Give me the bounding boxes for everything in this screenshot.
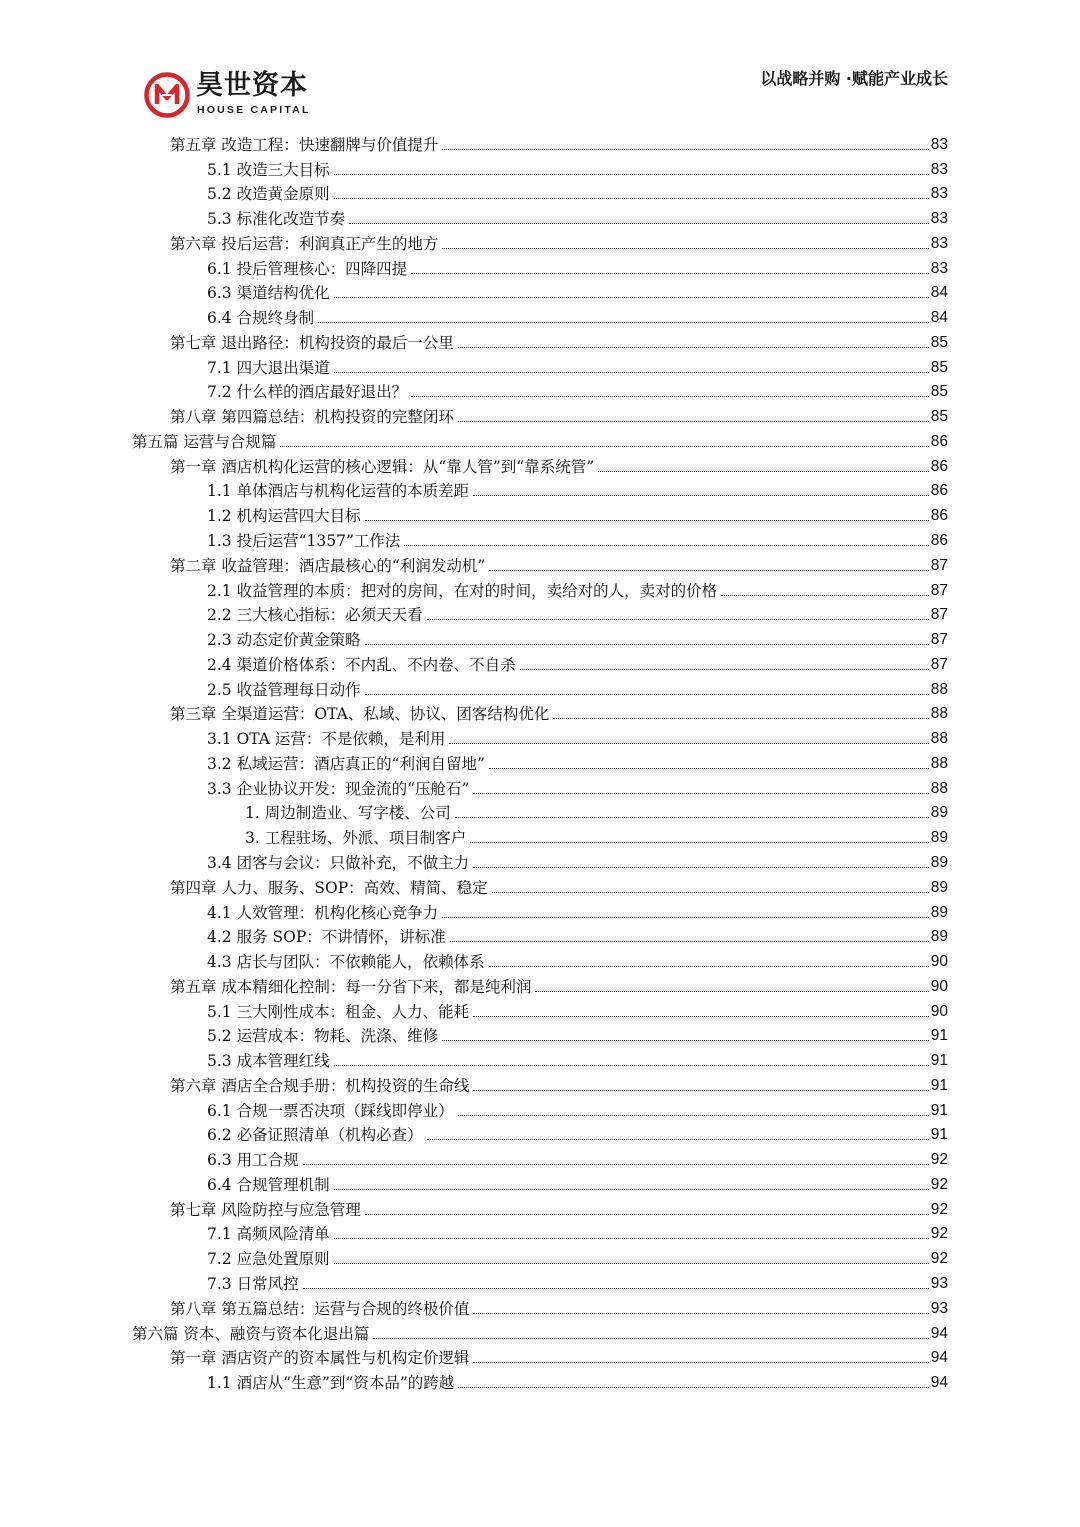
toc-entry-page-number: 86 (930, 532, 948, 550)
toc-dot-leader (473, 793, 928, 794)
toc-entry[interactable] (0, 527, 948, 552)
toc-dot-leader (489, 570, 928, 571)
toc-entry-page-number: 90 (930, 953, 948, 971)
toc-entry-page-number: 89 (930, 804, 948, 822)
toc-entry-page-number: 88 (930, 754, 948, 772)
toc-dot-leader (442, 149, 928, 150)
toc-dot-leader (334, 198, 929, 199)
toc-entry-page-number: 83 (930, 160, 948, 178)
toc-entry-page-number: 91 (930, 1076, 948, 1094)
toc-entry-title: 2.3 动态定价黄金策略 (207, 631, 361, 650)
toc-entry-page-number: 83 (930, 185, 948, 203)
toc-entry[interactable] (0, 354, 948, 379)
toc-entry-title: 7.2 什么样的酒店最好退出？ (207, 383, 408, 402)
toc-entry-page-number: 91 (930, 1101, 948, 1119)
toc-entry-page-number: 88 (930, 680, 948, 698)
toc-entry[interactable] (0, 205, 948, 230)
toc-entry-title: 1.2 机构运营四大目标 (207, 507, 361, 526)
toc-entry[interactable] (0, 800, 948, 825)
toc-dot-leader (721, 595, 929, 596)
toc-entry-page-number: 92 (930, 1175, 948, 1193)
toc-entry-title: 2.2 三大核心指标：必须天天看 (207, 606, 423, 625)
toc-entry[interactable] (0, 428, 948, 453)
toc-entry-title: 6.4 合规终身制 (207, 309, 315, 328)
toc-entry-title: 第六章 投后运营：利润真正产生的地方 (170, 234, 439, 253)
toc-entry[interactable] (0, 577, 948, 602)
toc-entry-title: 5.2 运营成本：物耗、洗涤、维修 (207, 1027, 439, 1046)
toc-entry-page-number: 86 (930, 432, 948, 450)
toc-dot-leader (373, 1338, 928, 1339)
toc-entry-title: 第七章 风险防控与应急管理 (170, 1200, 361, 1219)
toc-entry[interactable] (0, 502, 948, 527)
toc-entry-page-number: 89 (930, 878, 948, 896)
toc-entry-title: 4.1 人效管理：机构化核心竞争力 (207, 903, 439, 922)
toc-entry-title: 6.2 必备证照清单（机构必查） (207, 1126, 423, 1145)
house-capital-logo (144, 70, 344, 122)
toc-dot-leader (553, 718, 928, 719)
toc-entry[interactable] (0, 973, 948, 998)
toc-entry[interactable] (0, 824, 948, 849)
toc-dot-leader (458, 1115, 929, 1116)
toc-dot-leader (520, 669, 929, 670)
toc-entry-page-number: 87 (930, 581, 948, 599)
toc-dot-leader (411, 273, 929, 274)
logo-chinese-name: 昊世资本 (196, 70, 308, 101)
toc-dot-leader (365, 694, 929, 695)
toc-entry-title: 3. 工程驻场、外派、项目制客户 (245, 829, 467, 848)
toc-entry-page-number: 88 (930, 705, 948, 723)
toc-entry-page-number: 84 (930, 309, 948, 327)
toc-entry[interactable] (0, 181, 948, 206)
toc-entry-title: 7.1 四大退出渠道 (207, 358, 330, 377)
toc-entry[interactable] (0, 701, 948, 726)
toc-entry[interactable] (0, 775, 948, 800)
toc-entry-page-number: 85 (930, 408, 948, 426)
toc-dot-leader (442, 917, 929, 918)
toc-entry[interactable] (0, 131, 948, 156)
toc-dot-leader (280, 446, 928, 447)
table-of-contents (0, 131, 1080, 1394)
toc-dot-leader (334, 1263, 929, 1264)
toc-dot-leader (449, 743, 928, 744)
toc-entry-page-number: 87 (930, 556, 948, 574)
toc-entry-title: 第八章 第五篇总结：运营与合规的终极价值 (170, 1299, 470, 1318)
toc-entry[interactable] (0, 1270, 948, 1295)
toc-entry-title: 第七章 退出路径：机构投资的最后一公里 (170, 333, 454, 352)
toc-entry-page-number: 91 (930, 1027, 948, 1045)
toc-dot-leader (427, 619, 929, 620)
toc-entry-title: 第一章 酒店机构化运营的核心逻辑：从“靠人管”到“靠系统管” (170, 457, 595, 476)
toc-entry[interactable] (0, 1146, 948, 1171)
toc-entry-title: 4.2 服务 SOP：不讲情怀，讲标准 (207, 928, 446, 947)
toc-entry[interactable] (0, 998, 948, 1023)
toc-dot-leader (492, 892, 929, 893)
toc-entry[interactable] (0, 725, 948, 750)
toc-entry-title: 1. 周边制造业、写字楼、公司 (245, 804, 451, 823)
toc-entry[interactable] (0, 1245, 948, 1270)
toc-entry-title: 5.3 标准化改造节奏 (207, 210, 346, 229)
toc-entry[interactable] (0, 552, 948, 577)
toc-entry-title: 6.3 渠道结构优化 (207, 284, 330, 303)
toc-dot-leader (598, 471, 929, 472)
toc-dot-leader (334, 1189, 929, 1190)
toc-entry-page-number: 87 (930, 655, 948, 673)
toc-entry[interactable] (0, 478, 948, 503)
logo-english-name: HOUSE CAPITAL (197, 104, 311, 116)
toc-dot-leader (470, 842, 929, 843)
page-header (0, 0, 1080, 130)
toc-entry[interactable] (0, 1023, 948, 1048)
toc-dot-leader (334, 1238, 929, 1239)
toc-dot-leader (473, 867, 929, 868)
logo-emblem-icon (144, 72, 190, 118)
toc-entry[interactable] (0, 874, 948, 899)
toc-entry[interactable] (0, 156, 948, 181)
toc-dot-leader (489, 966, 929, 967)
toc-entry-title: 6.3 用工合规 (207, 1151, 299, 1170)
toc-entry[interactable] (0, 453, 948, 478)
toc-entry-page-number: 85 (930, 333, 948, 351)
toc-dot-leader (411, 396, 929, 397)
toc-entry-title: 5.1 三大刚性成本：租金、人力、能耗 (207, 1002, 470, 1021)
toc-entry[interactable] (0, 329, 948, 354)
toc-entry[interactable] (0, 750, 948, 775)
toc-entry-title: 第五篇 运营与合规篇 (132, 432, 277, 451)
toc-entry-page-number: 90 (930, 1002, 948, 1020)
toc-entry-page-number: 89 (930, 928, 948, 946)
toc-entry-page-number: 94 (930, 1349, 948, 1367)
toc-entry[interactable] (0, 1047, 948, 1072)
toc-entry-title: 2.1 收益管理的本质：把对的房间，在对的时间，卖给对的人，卖对的价格 (207, 581, 718, 600)
toc-entry-page-number: 85 (930, 383, 948, 401)
toc-entry-title: 第六章 酒店全合规手册：机构投资的生命线 (170, 1076, 470, 1095)
toc-dot-leader (458, 347, 929, 348)
toc-dot-leader (365, 644, 929, 645)
toc-entry-page-number: 89 (930, 853, 948, 871)
toc-entry-title: 5.1 改造三大目标 (207, 160, 330, 179)
toc-entry-title: 第六篇 资本、融资与资本化退出篇 (132, 1324, 370, 1343)
toc-entry[interactable] (0, 1122, 948, 1147)
toc-entry-page-number: 87 (930, 606, 948, 624)
toc-entry-page-number: 92 (930, 1250, 948, 1268)
toc-entry-title: 第五章 成本精细化控制：每一分省下来，都是纯利润 (170, 977, 532, 996)
toc-entry-page-number: 93 (930, 1299, 948, 1317)
toc-entry-page-number: 88 (930, 779, 948, 797)
toc-dot-leader (349, 223, 929, 224)
toc-dot-leader (365, 520, 929, 521)
toc-dot-leader (473, 1016, 929, 1017)
toc-entry-page-number: 92 (930, 1225, 948, 1243)
toc-entry-page-number: 90 (930, 977, 948, 995)
toc-entry[interactable] (0, 379, 948, 404)
toc-entry-page-number: 83 (930, 234, 948, 252)
toc-entry[interactable] (0, 849, 948, 874)
toc-entry-title: 1.1 酒店从“生意”到“资本品”的跨越 (207, 1374, 455, 1393)
toc-entry-title: 7.1 高频风险清单 (207, 1225, 330, 1244)
toc-entry-page-number: 87 (930, 631, 948, 649)
toc-dot-leader (365, 1214, 929, 1215)
toc-dot-leader (535, 991, 928, 992)
toc-dot-leader (442, 1040, 929, 1041)
toc-entry-page-number: 89 (930, 829, 948, 847)
toc-entry-page-number: 92 (930, 1200, 948, 1218)
toc-entry[interactable] (0, 651, 948, 676)
toc-entry[interactable] (0, 1221, 948, 1246)
toc-entry[interactable] (0, 1072, 948, 1097)
toc-dot-leader (404, 545, 928, 546)
toc-dot-leader (458, 1387, 928, 1388)
toc-entry-title: 7.3 日常风控 (207, 1274, 299, 1293)
toc-entry-title: 2.5 收益管理每日动作 (207, 680, 361, 699)
toc-dot-leader (303, 1288, 929, 1289)
toc-entry-title: 5.2 改造黄金原则 (207, 185, 330, 204)
toc-entry-title: 6.4 合规管理机制 (207, 1175, 330, 1194)
toc-entry[interactable] (0, 1320, 948, 1345)
toc-entry-title: 6.1 投后管理核心：四降四提 (207, 259, 408, 278)
toc-entry-page-number: 93 (930, 1274, 948, 1292)
toc-entry-page-number: 83 (930, 135, 948, 153)
toc-entry[interactable] (0, 255, 948, 280)
toc-dot-leader (427, 1139, 929, 1140)
toc-entry-page-number: 86 (930, 482, 948, 500)
toc-entry[interactable] (0, 1171, 948, 1196)
toc-entry-title: 第一章 酒店资产的资本属性与机构定价逻辑 (170, 1349, 470, 1368)
toc-entry-title: 4.3 店长与团队：不依赖能人，依赖体系 (207, 953, 485, 972)
toc-dot-leader (450, 941, 929, 942)
toc-dot-leader (318, 322, 929, 323)
toc-entry[interactable] (0, 1097, 948, 1122)
toc-entry-title: 6.1 合规一票否决项（踩线即停业） (207, 1101, 454, 1120)
toc-entry-title: 3.3 企业协议开发：现金流的“压舱石” (207, 779, 470, 798)
toc-entry-title: 3.2 私域运营：酒店真正的“利润自留地” (207, 754, 485, 773)
toc-dot-leader (489, 768, 929, 769)
toc-entry-page-number: 91 (930, 1126, 948, 1144)
toc-entry[interactable] (0, 403, 948, 428)
toc-entry[interactable] (0, 230, 948, 255)
toc-entry-title: 3.1 OTA 运营：不是依赖，是利用 (207, 730, 446, 749)
toc-dot-leader (458, 421, 929, 422)
toc-entry-page-number: 86 (930, 507, 948, 525)
toc-entry-title: 1.1 单体酒店与机构化运营的本质差距 (207, 482, 470, 501)
toc-entry-page-number: 91 (930, 1052, 948, 1070)
toc-dot-leader (334, 297, 929, 298)
toc-dot-leader (442, 248, 928, 249)
toc-dot-leader (334, 174, 929, 175)
toc-entry-title: 2.4 渠道价格体系：不内乱、不内卷、不自杀 (207, 655, 516, 674)
toc-dot-leader (473, 1313, 928, 1314)
toc-dot-leader (303, 1164, 929, 1165)
toc-entry[interactable] (0, 1196, 948, 1221)
toc-entry-title: 第八章 第四篇总结：机构投资的完整闭环 (170, 408, 454, 427)
toc-entry-page-number: 89 (930, 903, 948, 921)
toc-entry-page-number: 94 (930, 1374, 948, 1392)
toc-entry-page-number: 83 (930, 259, 948, 277)
toc-dot-leader (473, 1362, 928, 1363)
toc-entry-page-number: 86 (930, 457, 948, 475)
toc-entry-title: 7.2 应急处置原则 (207, 1250, 330, 1269)
toc-entry[interactable] (0, 626, 948, 651)
toc-entry-title: 第二章 收益管理：酒店最核心的“利润发动机” (170, 556, 486, 575)
toc-entry[interactable] (0, 899, 948, 924)
toc-dot-leader (334, 372, 929, 373)
toc-entry-title: 第四章 人力、服务、SOP：高效、精简、稳定 (170, 878, 488, 897)
toc-entry[interactable] (0, 948, 948, 973)
toc-entry-page-number: 94 (930, 1324, 948, 1342)
toc-entry[interactable] (0, 1295, 948, 1320)
toc-entry-title: 第三章 全渠道运营：OTA、私域、协议、团客结构优化 (170, 705, 550, 724)
toc-entry[interactable] (0, 676, 948, 701)
toc-dot-leader (473, 1090, 928, 1091)
toc-dot-leader (455, 817, 929, 818)
toc-entry[interactable] (0, 924, 948, 949)
header-slogan: 以战略并购 ·赋能产业成长 (760, 69, 948, 88)
toc-entry[interactable] (0, 602, 948, 627)
toc-entry[interactable] (0, 304, 948, 329)
toc-dot-leader (334, 1065, 929, 1066)
toc-entry-page-number: 88 (930, 730, 948, 748)
toc-entry[interactable] (0, 1369, 948, 1394)
toc-entry[interactable] (0, 280, 948, 305)
toc-entry-page-number: 83 (930, 210, 948, 228)
toc-entry-page-number: 84 (930, 284, 948, 302)
toc-entry-title: 5.3 成本管理红线 (207, 1052, 330, 1071)
toc-entry-title: 1.3 投后运营“1357”工作法 (207, 532, 401, 551)
toc-entry-page-number: 92 (930, 1151, 948, 1169)
toc-dot-leader (473, 495, 929, 496)
toc-entry-title: 第五章 改造工程：快速翻牌与价值提升 (170, 135, 439, 154)
toc-entry-page-number: 85 (930, 358, 948, 376)
toc-entry[interactable] (0, 1345, 948, 1370)
toc-entry-title: 3.4 团客与会议：只做补充，不做主力 (207, 853, 470, 872)
